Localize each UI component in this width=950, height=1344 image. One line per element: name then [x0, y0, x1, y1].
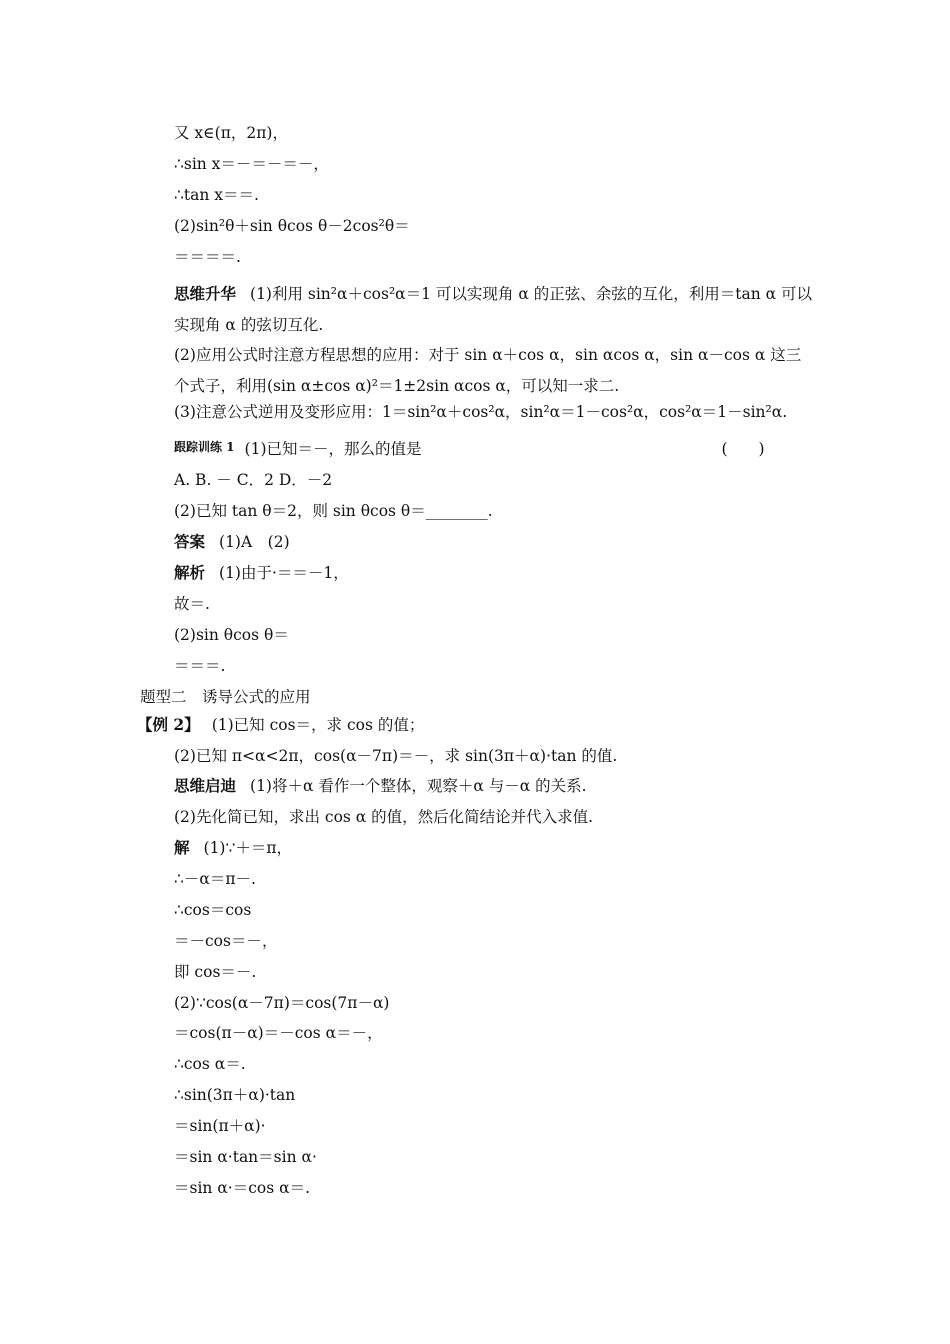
- thinking-text: (1)将＋α 看作一个整体，观察＋α 与－α 的关系.: [250, 777, 587, 795]
- answer-line: [174, 532, 290, 552]
- solution-label: 解: [174, 838, 190, 857]
- answer-label: 答案: [174, 532, 206, 551]
- text-line: ∴sin x＝－＝－＝－，: [174, 155, 329, 173]
- text-line: ＝＝＝.: [174, 657, 226, 675]
- text-line: ＝＝＝＝.: [174, 248, 241, 266]
- text-line: (2)sin²θ＋sin θcos θ－2cos²θ＝: [174, 217, 410, 235]
- practice-question: [174, 437, 765, 459]
- text-line: ∴tan x＝＝.: [174, 186, 259, 204]
- practice-question-2: (2)已知 tan θ＝2，则 sin θcos θ＝________.: [174, 502, 493, 520]
- thinking-line: [174, 776, 587, 796]
- text-line: ∴cos α＝.: [174, 1055, 246, 1073]
- choice-options: A. B. － C．2 D．－2: [174, 471, 333, 489]
- text-line: 故＝.: [174, 595, 210, 613]
- answer-paren: ( ): [721, 440, 765, 458]
- text-line: ＝cos(π－α)＝－cos α＝－，: [174, 1024, 383, 1042]
- text-line: ＝sin α·tan＝sin α·: [174, 1148, 317, 1166]
- text-line: ＝－cos＝－，: [174, 932, 278, 950]
- text-line: 即 cos＝－.: [174, 963, 257, 981]
- summary-paragraph: [174, 278, 814, 341]
- text-line: ＝sin(π＋α)·: [174, 1117, 266, 1135]
- text-line: (2)sin θcos θ＝: [174, 626, 289, 644]
- example-label: 【例 2】: [137, 715, 200, 734]
- text-line: (2)先化简已知，求出 cos α 的值，然后化简结论并代入求值.: [174, 808, 594, 826]
- solution-text: (1)∵＋＝π，: [203, 839, 293, 857]
- text-line: ∴cos＝cos: [174, 901, 252, 919]
- text-line: ∴－α＝π－.: [174, 870, 256, 888]
- thinking-label: 思维启迪: [174, 776, 237, 795]
- analysis-label: 解析: [174, 563, 206, 582]
- summary-point-2: (2)应用公式时注意方程思想的应用：对于 sin α＋cos α，sin αcos α，sin α－cos α 这三个式子，利用(sin α±cos α)²＝1±2sin αcos α，可以知一求二.: [174, 346, 802, 395]
- summary-label: 思维升华: [174, 284, 237, 303]
- text-line: (2)已知 π<α<2π，cos(α－7π)＝－，求 sin(3π＋α)·tan 的值.: [174, 747, 618, 765]
- practice-label: 跟踪训练 1: [174, 440, 235, 454]
- text-line: (2)∵cos(α－7π)＝cos(7π－α): [174, 994, 390, 1012]
- analysis-line: [174, 563, 349, 583]
- example-text: (1)已知 cos＝，求 cos 的值；: [211, 716, 425, 734]
- text-line: 又 x∈(π，2π)，: [174, 124, 288, 142]
- summary-text: (1)利用 sin²α＋cos²α＝1 可以实现角 α 的正弦、余弦的互化，利用＝tan α 可以实现角 α 的弦切互化.: [174, 285, 813, 334]
- analysis-text: (1)由于·＝＝－1，: [219, 564, 349, 582]
- answer-text: (1)A (2): [219, 533, 290, 551]
- summary-point-3: (3)注意公式逆用及变形应用：1＝sin²α＋cos²α，sin²α＝1－cos²α，cos²α＝1－sin²α.: [174, 403, 788, 421]
- example-2: [137, 715, 424, 735]
- section-heading: 题型二 诱导公式的应用: [140, 688, 311, 706]
- text-line: ＝sin α·＝cos α＝.: [174, 1179, 311, 1197]
- text-line: ∴sin(3π＋α)·tan: [174, 1086, 296, 1104]
- practice-text: (1)已知＝－，那么的值是: [244, 440, 422, 458]
- solution-line: [174, 838, 292, 858]
